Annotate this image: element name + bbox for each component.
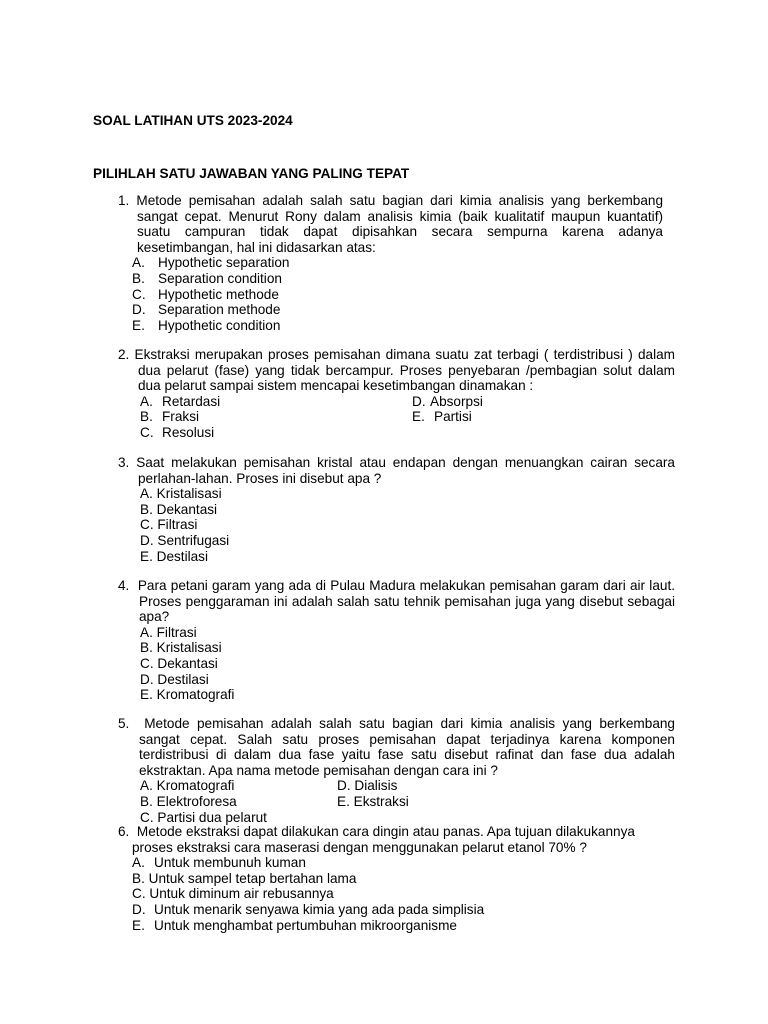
option-e: E. Partisi — [412, 409, 472, 425]
option-e: E. Untuk menghambat pertumbuhan mikroorganisme — [132, 917, 457, 933]
option-e: E. Kromatografi — [140, 687, 235, 703]
option-b: B. Kristalisasi — [140, 640, 222, 656]
option-d: D. Absorpsi — [412, 393, 483, 409]
question-4-options — [118, 625, 675, 703]
option-a: A. Untuk membunuh kuman — [132, 855, 306, 871]
option-b: B. Fraksi — [140, 409, 200, 425]
question-3-text: Saat melakukan pemisahan kristal atau endapan dengan menuangkan cairan secara perlahan-lahan. Proses ini disebut apa ? — [136, 455, 675, 486]
question-5-stem — [118, 716, 675, 778]
option-d: D. Dialisis — [337, 778, 398, 794]
question-2-number: 2. — [118, 347, 130, 362]
question-4-stem — [118, 578, 675, 625]
option-b: B. Elektroforesa — [140, 793, 237, 809]
question-2-text: Ekstraksi merupakan proses pemisahan dimana suatu zat terbagi ( terdistribusi ) dalam dua pelarut (fase) yang tidak bercampur. Proses penyebaran /pembagian solut dalam dua pelarut sampai sistem mencapai kesetimbangan dinamakan : — [134, 347, 675, 394]
question-3-stem — [118, 455, 675, 486]
option-e: E. Hypothetic condition — [132, 317, 281, 333]
question-5-number: 5. — [118, 716, 130, 731]
option-a: A. Hypothetic separation — [132, 255, 290, 271]
exam-title: SOAL LATIHAN UTS 2023-2024 — [93, 113, 293, 128]
option-a: A. Kristalisasi — [140, 486, 222, 502]
question-5 — [118, 716, 675, 825]
question-2-options — [118, 394, 675, 441]
question-2 — [118, 347, 675, 441]
question-3-number: 3. — [118, 455, 130, 470]
option-b: B. Dekantasi — [140, 501, 218, 517]
question-1-options — [118, 255, 663, 333]
question-5-text: Metode pemisahan adalah salah satu bagian dari kimia analisis yang berkembang sangat cepat. Salah satu proses pemisahan dapat terjadinya karena komponen terdistribusi di dalam dua fase yaitu fase satu disebut rafinat dan fase dua adalah ekstraktan. Apa nama metode pemisahan dengan cara ini ? — [139, 716, 675, 778]
option-b: B. Separation condition — [132, 270, 282, 286]
option-d: D. Separation methode — [132, 302, 281, 318]
question-6 — [118, 824, 675, 933]
question-6-options — [118, 855, 675, 933]
question-6-text: Metode ekstraksi dapat dilakukan cara dingin atau panas. Apa tujuan dilakukannya proses ekstraksi cara maserasi dengan menggunakan pelarut etanol 70% ? — [132, 824, 635, 855]
option-d: D. Untuk menarik senyawa kimia yang ada pada simplisia — [132, 901, 485, 917]
question-1-text: Metode pemisahan adalah salah satu bagian dari kimia analisis yang berkembang sangat cepat. Menurut Rony dalam analisis kimia (baik kualitatif maupun kuantatif) suatu campuran tidak dapat dipisahkan secara sempurna karena adanya kesetimbangan, hal ini didasarkan atas: — [136, 193, 664, 255]
option-c: C. Partisi dua pelarut — [140, 809, 267, 825]
question-4-text: Para petani garam yang ada di Pulau Madura melakukan pemisahan garam dari air laut. Proses penggaraman ini adalah salah satu tehnik pemisahan juga yang disebut sebagai apa? — [137, 578, 676, 625]
option-e: E. Ekstraksi — [337, 793, 409, 809]
option-c: C. Untuk diminum air rebusannya — [132, 886, 334, 902]
option-d: D. Sentrifugasi — [140, 532, 230, 548]
question-1-stem — [118, 193, 663, 255]
question-5-options — [118, 778, 675, 825]
option-a: A. Retardasi — [140, 393, 221, 409]
option-d: D. Destilasi — [140, 671, 209, 687]
question-1 — [118, 193, 663, 333]
option-a: A. Filtrasi — [140, 624, 197, 640]
option-b: B. Untuk sampel tetap bertahan lama — [132, 870, 357, 886]
option-c: C. Dekantasi — [140, 655, 218, 671]
question-2-stem — [118, 347, 675, 394]
option-a: A. Kromatografi — [140, 778, 235, 794]
option-c: C. Filtrasi — [140, 517, 198, 533]
question-6-number: 6. — [118, 824, 130, 839]
question-3 — [118, 455, 675, 564]
option-c: C. Hypothetic methode — [132, 286, 279, 302]
question-1-number: 1. — [118, 193, 130, 208]
question-6-stem — [118, 824, 675, 855]
question-4 — [118, 578, 675, 703]
question-3-options — [118, 486, 675, 564]
option-e: E. Destilasi — [140, 548, 208, 564]
option-c: C. Resolusi — [140, 424, 215, 440]
exam-instruction: PILIHLAH SATU JAWABAN YANG PALING TEPAT — [93, 166, 410, 181]
question-4-number: 4. — [118, 578, 130, 593]
